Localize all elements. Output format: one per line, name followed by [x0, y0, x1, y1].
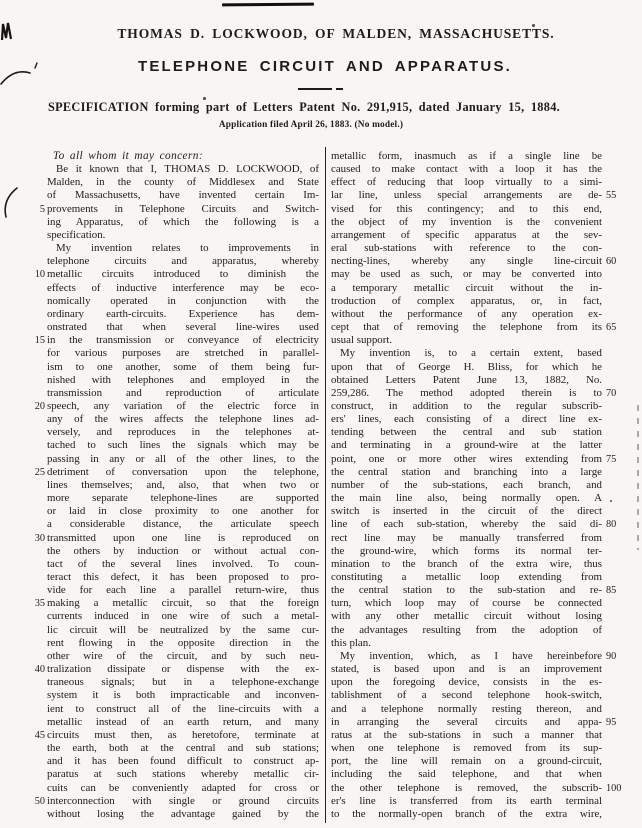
text-line: transmitted upon one line is reproduced on [47, 531, 319, 544]
text-line: for various purposes are stretched in parallel- [47, 347, 319, 360]
text-line: the earth, both at the central and sub stations; [47, 742, 319, 755]
text-line: My invention, which, as I have hereinbefore [340, 649, 602, 662]
text-line: vised for this contingency; and to this end, [331, 202, 602, 215]
text-line: point, one or more other wires extending from [331, 452, 602, 465]
line-number: 55 [606, 190, 617, 202]
right-column [331, 150, 602, 821]
text-line: and it has been found difficult to construct ap- [47, 755, 319, 768]
text-line: other wire of the circuit, and by such neu- [47, 649, 319, 662]
line-number: 85 [606, 585, 617, 597]
text-line: when one telephone is removed from its sup- [331, 742, 602, 755]
text-line: making a metallic circuit, so that the foreign [47, 597, 319, 610]
text-line: cuits can be conveniently adapted for cross or [47, 781, 319, 794]
text-line: versely, and reproduces in the telephones at- [47, 426, 319, 439]
text-line: may be used as such, or may be converted into [331, 268, 602, 281]
text-line: switch is inserted in the circuit of the direct [331, 505, 602, 518]
text-line: currents induced in one wire of such a metal- [47, 610, 319, 623]
line-number: 30 [34, 532, 45, 544]
text-line: and a telephone normally resting thereon, and [331, 702, 602, 715]
text-line: of Massachusetts, have invented certain Im- [47, 189, 319, 202]
text-line: construct, in addition to the regular subscrib- [331, 399, 602, 412]
text-line: rect line may be manually transferred from [331, 531, 602, 544]
text-line: tached to such lines the signals which may be [47, 439, 319, 452]
text-line: vide for each line a parallel return-wire, thus [47, 584, 319, 597]
text-line: cept that of removing the telephone from its [331, 321, 602, 334]
text-line: tablishment of a second telephone hook-switch, [331, 689, 602, 702]
text-line: in arranging the several circuits and appa- [331, 715, 602, 728]
text-line: more separate telephone-lines are supported [47, 492, 319, 505]
text-line: ers' lines, each consisting of a direct line ex- [331, 413, 602, 426]
text-line: a temporary metallic circuit without the in- [331, 281, 602, 294]
line-number: 10 [34, 269, 45, 281]
text-line: upon that of George H. Bliss, for which he [331, 360, 602, 373]
text-line: without losing the advantage gained by the [47, 807, 319, 820]
text-line: effect of reducing that loop virtually to a simi- [331, 176, 602, 189]
text-line: Malden, in the county of Middlesex and State [47, 176, 319, 189]
line-numbers-right [606, 150, 632, 822]
text-line: metallic instead of an earth return, and many [47, 715, 319, 728]
text-line: in the transmission or conveyance of electricity [47, 334, 319, 347]
line-number: 60 [606, 256, 617, 268]
text-line: To all whom it may concern: [53, 150, 203, 162]
text-line: nished with telephones and employed in the [47, 373, 319, 386]
line-number: 45 [34, 729, 45, 741]
text-line: ient to construct all of the line-circuits with a [47, 702, 319, 715]
text-line: with any other metallic circuit without losing [331, 610, 602, 623]
text-line: ratus at the sub-stations in such a manner that [331, 728, 602, 741]
line-number: 5 [39, 203, 45, 215]
text-line: to the normally-open branch of the extra wire, [331, 807, 602, 820]
text-line: a considerable distance, the articulate speech [47, 518, 319, 531]
text-line: the central station and branching into a large [331, 465, 602, 478]
text-line: port, the line will remain on a ground-circuit, [331, 755, 602, 768]
text-line: provements in Telephone Circuits and Switch- [47, 202, 319, 215]
text-line: er's line is transferred from its earth terminal [331, 794, 602, 807]
line-number: 70 [606, 387, 617, 399]
scan-artifact-curve-mid [0, 186, 26, 220]
text-line: the other telephone is removed, the subscrib- [331, 781, 602, 794]
text-line: ordinary earth-circuits. Experience has dem- [47, 307, 319, 320]
text-line: My invention is, to a certain extent, based [340, 347, 602, 360]
text-line: effects of inductive interference may be eco- [47, 281, 319, 294]
text-line: tact of the several lines involved. To coun- [47, 557, 319, 570]
line-numbers-left [26, 150, 45, 822]
text-line: lic circuit will be neutralized by the same cur- [47, 623, 319, 636]
text-line: circuits must then, as heretofore, terminate at [47, 728, 319, 741]
text-line: the main line also, being normally open. A [331, 492, 602, 505]
text-line: detriment of conversation upon the telephone, [47, 465, 319, 478]
application-line: Application filed April 26, 1883. (No model.) [218, 120, 404, 130]
text-line: system it is both impracticable and inconven- [47, 689, 319, 702]
text-line: metallic circuits introduced to diminish the [47, 268, 319, 281]
text-line: rent flowing in the opposite direction in the [47, 636, 319, 649]
line-number: 15 [34, 335, 45, 347]
line-number: 90 [606, 650, 617, 662]
text-line: teract this defect, it has been proposed to pro- [47, 571, 319, 583]
text-line: the advantages resulting from the adoption of [331, 623, 602, 636]
text-line: this plan. [331, 636, 371, 649]
text-line: number of the sub-stations, each branch, and [331, 478, 602, 491]
text-line: passing in any or all of the other lines, to the [47, 452, 319, 465]
text-line: the ground-wire, which forms its normal ter- [331, 544, 602, 557]
text-line: including the said telephone, and that when [331, 768, 602, 781]
line-number: 25 [34, 466, 45, 478]
specification-line: SPECIFICATION forming part of Letters Patent No. 291,915, dated January 15, 1884. [47, 100, 561, 114]
text-line: My invention relates to improvements in [56, 242, 319, 255]
scan-artifact-scribble [0, 20, 14, 42]
text-line: interconnection with single or ground circuits [47, 794, 319, 807]
text-line: line of each sub-station, whereby the said di- [331, 518, 602, 531]
text-line: stated, is based upon and is an improvement [331, 663, 602, 676]
text-line: any of the wires affects the telephone lines ad- [47, 413, 319, 426]
text-line: caused to make contact with a loop it has the [331, 163, 602, 176]
inventor-heading: THOMAS D. LOCKWOOD, OF MALDEN, MASSACHUSETTS. [117, 26, 555, 41]
text-line: Be it known that I, THOMAS D. LOCKWOOD, of [56, 163, 319, 176]
line-number: 100 [606, 782, 622, 794]
line-number: 75 [606, 453, 617, 465]
text-line: ism to one another, some of them being fur- [47, 360, 319, 373]
text-line: 259,286. The method adopted therein is to [331, 386, 602, 399]
line-number: 65 [606, 322, 617, 334]
text-line: obtained Letters Patent June 13, 1882, No. [331, 373, 602, 386]
text-line: tending between the central and sub station [331, 426, 602, 439]
text-line: usual support. [331, 334, 393, 347]
text-line: eral sub-stations with reference to the con- [331, 242, 602, 255]
text-line: the object of my invention is the convenient [331, 215, 602, 228]
line-number: 20 [34, 400, 45, 412]
scan-artifact-top-bar [222, 3, 314, 7]
text-line: necting-lines, whereby any single line-circuit [331, 255, 602, 268]
text-line: paratus at such stations whereby metallic cir- [47, 768, 319, 781]
text-line: telephone circuits and apparatus, whereby [47, 255, 319, 268]
text-line: arrangement of specific apparatus at the sev- [331, 228, 602, 241]
text-line: metallic form, inasmuch as if a single line be [331, 150, 602, 162]
text-line: and terminating in a ground-wire at the latter [331, 439, 602, 452]
text-line: tralization dissipate or dispense with the ex- [47, 663, 319, 676]
text-line: transmission and reproduction of articulate [47, 386, 319, 399]
text-line: turn, which loop may of course be connected [331, 597, 602, 610]
line-number: 50 [34, 795, 45, 807]
text-line: troduction of complex apparatus, or, in fact, [331, 294, 602, 307]
text-line: without the performance of any operation ex- [331, 307, 602, 320]
patent-title: TELEPHONE CIRCUIT AND APPARATUS. [137, 58, 513, 75]
left-column [47, 150, 319, 821]
text-line: traneous signals; but in a telephone-exchange [47, 676, 319, 689]
text-line: upon the foregoing device, consists in the es- [331, 676, 602, 689]
line-number: 35 [34, 598, 45, 610]
text-line: onstrated that when several line-wires used [47, 321, 319, 334]
text-line: speech, any variation of the electric force in [47, 399, 319, 412]
line-number: 80 [606, 519, 617, 531]
text-line: lines themselves; and, also, that when two or [47, 478, 319, 491]
text-line: or laid in close proximity to one another for [47, 505, 319, 518]
title-divider [298, 88, 346, 90]
text-line: specification. [47, 228, 106, 241]
line-number: 95 [606, 716, 617, 728]
scan-artifact-edge-dashes [637, 405, 639, 550]
text-line: constituting a metallic loop extending from [331, 571, 602, 583]
text-line: ing Apparatus, of which the following is a [47, 215, 319, 228]
text-line: nomically operated in conjunction with the [47, 294, 319, 307]
text-line: mination to the branch of the extra wire, thus [331, 557, 602, 570]
text-line: the central station to the sub-station and re- [331, 584, 602, 597]
text-line: lar line, unless special arrangements are de- [331, 189, 602, 202]
line-number: 40 [34, 664, 45, 676]
text-line: the others by induction or without actual con- [47, 544, 319, 557]
column-divider [325, 147, 326, 823]
